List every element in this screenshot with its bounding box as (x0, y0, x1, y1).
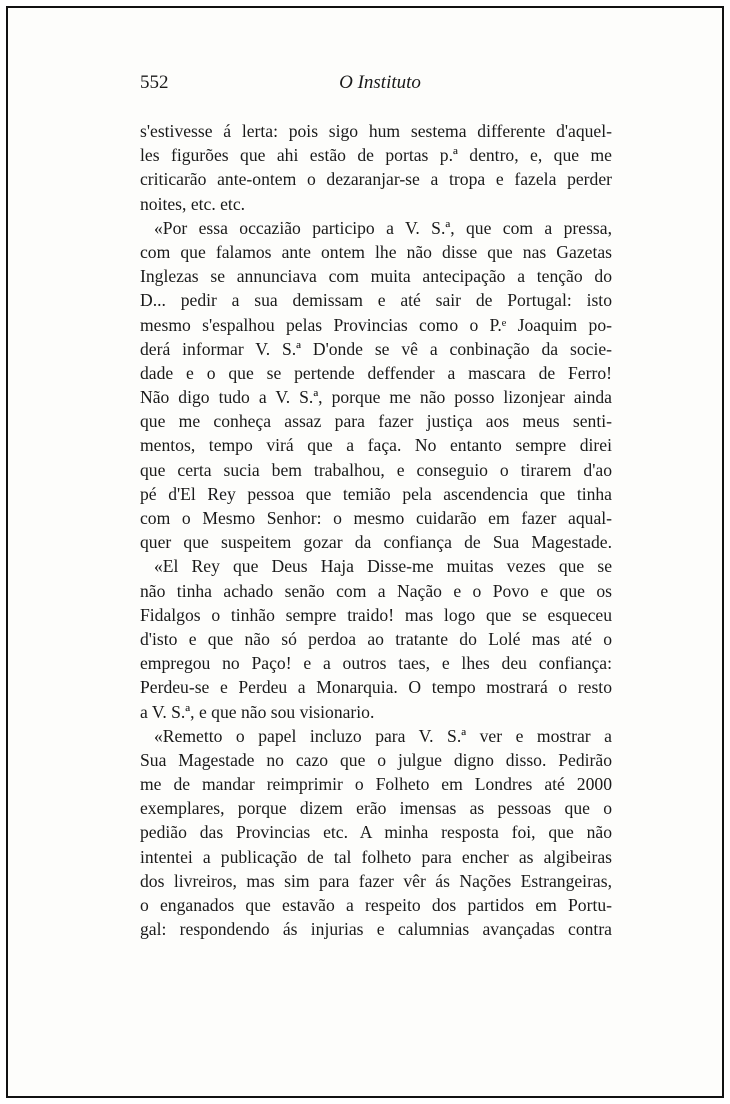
text-line: quer que suspeitem gozar da confiança de Sua Magestade. (140, 532, 612, 553)
text-line: exemplares, porque dizem erão imensas as pessoas que o (140, 798, 612, 819)
text-line: com que falamos ante ontem lhe não disse que nas Gazetas (140, 241, 612, 262)
text-line: dos livreiros, mas sim para fazer vêr ás Nações Estrangeiras, (140, 870, 612, 891)
text-line: pé d'El Rey pessoa que temião pela ascendencia que tinha (140, 483, 612, 504)
text-line: que me conheça assaz para fazer justiça aos meus senti- (140, 411, 612, 432)
text-line: criticarão ante-ontem o dezaranjar-se a tropa e fazela perder (140, 169, 612, 190)
text-line: Perdeu-se e Perdeu a Monarquia. O tempo mostrará o resto (140, 677, 612, 698)
text-line: empregou no Paço! e a outros taes, e lhes deu confiança: (140, 653, 612, 674)
text-line: não tinha achado senão com a Nação e o Povo e que os (140, 580, 612, 601)
text-line: Fidalgos o tinhão sempre traido! mas logo que se esqueceu (140, 604, 612, 625)
page-header (140, 72, 612, 96)
text-line: s'estivesse á lerta: pois sigo hum sestema differente d'aquel- (140, 121, 612, 141)
text-line: mentos, tempo virá que a faça. No entanto sempre direi (140, 435, 612, 456)
paragraph (140, 119, 612, 216)
text-line: intentei a publicação de tal folheto para encher as algibeiras (140, 846, 612, 867)
text-line: Sua Magestade no cazo que o julgue digno disso. Pedirão (140, 749, 612, 770)
text-line: Inglezas se annunciava com muita antecipação a tenção do (140, 266, 612, 287)
text-line: «Por essa occazião participo a V. S.ª, que com a pressa, (154, 217, 612, 238)
page-number: 552 (140, 72, 169, 93)
text-line: derá informar V. S.ª D'onde se vê a conbinação da socie- (140, 338, 612, 359)
text-line: d'isto e que não só perdoa ao tratante do Lolé mas até o (140, 628, 612, 649)
text-line: gal: respondendo ás injurias e calumnias avançadas contra (140, 919, 612, 940)
text-line: me de mandar reimprimir o Folheto em Londres até 2000 (140, 774, 612, 795)
body-text (140, 119, 612, 941)
paragraph (140, 216, 612, 555)
text-line: que certa sucia bem trabalhou, e conseguio o tirarem d'ao (140, 459, 612, 480)
text-line: D... pedir a sua demissam e até sair de Portugal: isto (140, 290, 612, 311)
paragraph (140, 724, 612, 942)
text-line: com o Mesmo Senhor: o mesmo cuidarão em fazer aqual- (140, 508, 612, 528)
text-line: o enganados que estavão a respeito dos partidos em Portu- (140, 895, 612, 915)
text-line: noites, etc. etc. (140, 193, 246, 214)
paragraph (140, 554, 612, 723)
text-line: Não digo tudo a V. S.ª, porque me não posso lizonjear ainda (140, 387, 612, 408)
text-line: dade e o que se pertende deffender a mascara de Ferro! (140, 362, 612, 383)
text-line: pedião das Provincias etc. A minha resposta foi, que não (140, 822, 612, 843)
text-line: «Remetto o papel incluzo para V. S.ª ver e mostrar a (154, 725, 612, 746)
text-line: les figurões que ahi estão de portas p.ª dentro, e, que me (140, 145, 612, 166)
text-line: mesmo s'espalhou pelas Provincias como o P.ᵉ Joaquim po- (140, 314, 612, 335)
text-line: «El Rey que Deus Haja Disse-me muitas vezes que se (154, 556, 612, 577)
text-line: a V. S.ª, e que não sou visionario. (140, 701, 375, 722)
running-title: O Instituto (339, 72, 421, 93)
